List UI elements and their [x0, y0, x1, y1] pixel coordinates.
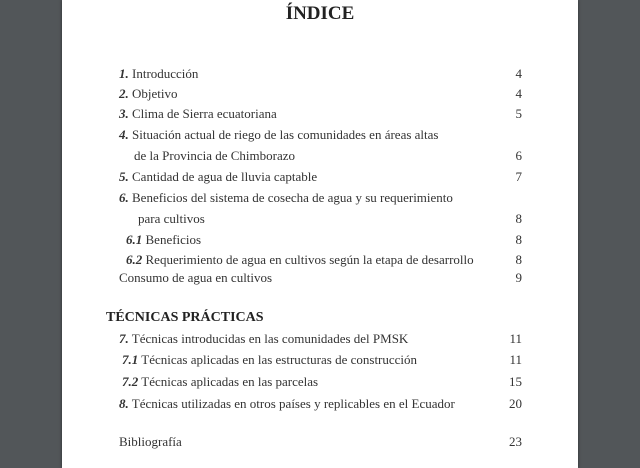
toc-entry-text: Técnicas aplicadas en las estructuras de construcción	[141, 352, 418, 367]
viewer-background-right	[578, 0, 640, 468]
toc-entry-number: 7.	[119, 331, 129, 346]
toc-entry-2[interactable]	[119, 86, 178, 102]
document-page	[62, 0, 578, 468]
toc-entry-page: 8	[515, 252, 522, 267]
toc-entry-3[interactable]	[119, 106, 277, 122]
toc-entry-consumo[interactable]	[119, 270, 272, 286]
toc-entry-1[interactable]	[119, 66, 198, 82]
toc-entry-number: 4.	[119, 127, 129, 142]
toc-entry-6-1[interactable]	[126, 232, 201, 248]
toc-entry-number: 5.	[119, 169, 129, 184]
toc-entry-7-2[interactable]	[122, 374, 318, 390]
toc-entry-number: 7.2	[122, 374, 139, 389]
toc-entry-text: Beneficios del sistema de cosecha de agua y su requerimiento	[132, 190, 453, 205]
toc-entry-text: Consumo de agua en cultivos	[119, 270, 273, 285]
toc-entry-text: Beneficios	[145, 232, 202, 247]
toc-entry-text: Clima de Sierra ecuatoriana	[132, 106, 277, 121]
toc-entry-page: 4	[515, 86, 522, 101]
toc-entry-page: 4	[515, 66, 522, 81]
toc-entry-text: Cantidad de agua de lluvia captable	[132, 169, 318, 184]
toc-entry-number: 1.	[119, 66, 129, 81]
toc-entry-6-continuation: para cultivos	[138, 211, 205, 226]
toc-entry-4[interactable]	[119, 127, 438, 143]
toc-entry-page: 9	[515, 270, 522, 285]
toc-entry-number: 3.	[119, 106, 129, 121]
toc-entry-text: Objetivo	[132, 86, 178, 101]
toc-entry-number: 7.1	[122, 352, 139, 367]
toc-entry-page: 23	[509, 434, 522, 449]
toc-entry-text: Técnicas introducidas en las comunidades del PMSK	[131, 331, 409, 346]
toc-entry-number: 2.	[119, 86, 129, 101]
toc-entry-6[interactable]	[119, 190, 453, 206]
toc-entry-page: 5	[515, 106, 522, 121]
toc-entry-text: Técnicas aplicadas en las parcelas	[141, 374, 319, 389]
toc-entry-text: Requerimiento de agua en cultivos según la etapa de desarrollo	[145, 252, 474, 267]
viewer-background-left	[0, 0, 62, 468]
toc-entry-number: 6.2	[126, 252, 143, 267]
toc-entry-text: Bibliografía	[119, 434, 182, 449]
toc-entry-page: 8	[515, 232, 522, 247]
toc-entry-number: 8.	[119, 396, 129, 411]
toc-entry-page: 7	[515, 169, 522, 184]
page-title: ÍNDICE	[285, 3, 355, 24]
toc-entry-6-2[interactable]	[126, 252, 474, 268]
toc-entry-7-1[interactable]	[122, 352, 417, 368]
toc-entry-5[interactable]	[119, 169, 317, 185]
toc-entry-text: Situación actual de riego de las comunidades en áreas altas	[132, 127, 439, 142]
toc-entry-text: Técnicas utilizadas en otros países y replicables en el Ecuador	[131, 396, 455, 411]
toc-entry-page: 11	[509, 352, 522, 367]
toc-entry-page: 6	[515, 148, 522, 163]
toc-entry-number: 6.	[119, 190, 129, 205]
toc-entry-7[interactable]	[119, 331, 408, 347]
toc-entry-page: 11	[509, 331, 522, 346]
section-heading: TÉCNICAS PRÁCTICAS	[106, 310, 264, 325]
toc-entry-bibliografia[interactable]	[119, 434, 182, 450]
toc-entry-text: Introducción	[132, 66, 199, 81]
toc-entry-number: 6.1	[126, 232, 143, 247]
toc-entry-4-continuation: de la Provincia de Chimborazo	[134, 148, 296, 163]
toc-entry-8[interactable]	[119, 396, 455, 412]
toc-entry-page: 15	[509, 374, 522, 389]
toc-entry-page: 8	[515, 211, 522, 226]
toc-entry-page: 20	[509, 396, 522, 411]
